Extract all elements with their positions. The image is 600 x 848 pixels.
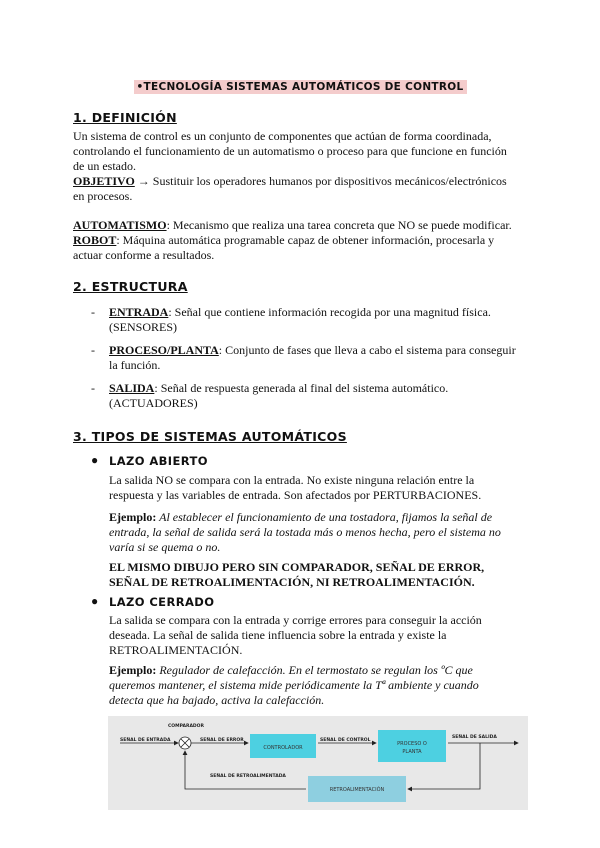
dash-bullet-1: -: [91, 305, 95, 319]
bullet-dot-1: ●: [91, 453, 99, 467]
senal-error-label: SEÑAL DE ERROR: [200, 738, 244, 743]
entrada-label: ENTRADA: [109, 305, 169, 319]
entrada-line-2: (SENSORES): [109, 320, 178, 334]
cerrado-example-text: Regulador de calefacción. En el termostato se regulan los ºC que: [156, 663, 473, 677]
entrada-line: [109, 305, 528, 320]
cerrado-line-1: La salida se compara con la entrada y corrige errores para conseguir la acción: [109, 613, 482, 627]
retroalimentacion-box: [308, 776, 406, 802]
controlador-label: CONTROLADOR: [263, 745, 303, 751]
proceso-label: PROCESO/PLANTA: [109, 343, 219, 357]
abierto-example-line-2: entrada, la señal de salida será la tostada más o menos hecha, pero el sistema no: [109, 525, 501, 539]
cerrado-example-label: Ejemplo:: [109, 663, 157, 677]
abierto-example-label: Ejemplo:: [109, 510, 157, 524]
objetivo-label: OBJETIVO: [73, 174, 135, 188]
abierto-line-2: respuesta y las variables de entrada. Son afectados por PERTURBACIONES.: [109, 488, 482, 502]
robot-label: ROBOT: [73, 233, 117, 247]
cerrado-line-3: RETROALIMENTACIÓN.: [109, 643, 243, 657]
robot-line: [73, 233, 528, 248]
retroalimentacion-label: RETROALIMENTACIÓN: [329, 787, 385, 793]
abierto-line-1: La salida NO se compara con la entrada. No existe ninguna relación entre la: [109, 473, 475, 487]
proceso-line-2: la función.: [109, 358, 161, 372]
senal-retro-label: SEÑAL DE RETROALIMENTADA: [210, 774, 286, 779]
proceso-line: [109, 343, 528, 358]
definition-line-2: controlando el funcionamiento de un automatismo o proceso para que funcione en función: [73, 144, 507, 158]
abierto-caps-line-2: SEÑAL DE RETROALIMENTACIÓN, NI RETROALIMENTACIÓN.: [109, 575, 475, 589]
closed-loop-diagram: [108, 716, 528, 810]
controlador-box: [250, 734, 316, 758]
section-2-heading: 2. ESTRUCTURA: [73, 279, 188, 294]
definition-line-1: Un sistema de control es un conjunto de componentes que actúan de forma coordinada,: [73, 129, 492, 143]
senal-entrada-label: SEÑAL DE ENTRADA: [120, 738, 171, 743]
dash-bullet-2: -: [91, 343, 95, 357]
definition-line-3: de un estado.: [73, 159, 136, 173]
proceso-label-1: PROCESO O: [397, 741, 427, 747]
cerrado-example-line-2: queremos mantener, el sistema mide periódicamente la Tª ambiente y cuando: [109, 678, 479, 692]
lazo-cerrado-heading: LAZO CERRADO: [109, 595, 215, 609]
objetivo-line: [73, 174, 528, 189]
cerrado-line-2: deseada. La señal de salida tiene influencia sobre la entrada y existe la: [109, 628, 447, 642]
senal-control-label: SEÑAL DE CONTROL: [320, 738, 371, 743]
section-1-heading: 1. DEFINICIÓN: [73, 110, 177, 125]
objetivo-line-2: en procesos.: [73, 189, 133, 203]
proceso-box: [378, 730, 446, 762]
automatismo-line: [73, 218, 528, 233]
senal-salida-label: SEÑAL DE SALIDA: [452, 735, 497, 740]
automatismo-label: AUTOMATISMO: [73, 218, 167, 232]
proceso-label-2: PLANTA: [402, 749, 422, 755]
abierto-example-line-3: varía si se quema o no.: [109, 540, 221, 554]
abierto-example-line-1: [109, 510, 528, 525]
abierto-caps-line-1: EL MISMO DIBUJO PERO SIN COMPARADOR, SEÑAL DE ERROR,: [109, 560, 485, 574]
automatismo-text: : Mecanismo que realiza una tarea concreta que NO se puede modificar.: [166, 218, 512, 232]
objetivo-text: → Sustituir los operadores humanos por dispositivos mecánicos/electrónicos: [134, 174, 507, 188]
robot-text: : Máquina automática programable capaz de obtener información, procesarla y: [116, 233, 495, 247]
dash-bullet-3: -: [91, 381, 95, 395]
salida-label: SALIDA: [109, 381, 155, 395]
abierto-example-text: Al establecer el funcionamiento de una tostadora, fijamos la señal de: [156, 510, 493, 524]
salida-text: : Señal de respuesta generada al final del sistema automático.: [154, 381, 449, 395]
cerrado-example-line-1: [109, 663, 528, 678]
cerrado-example-line-3: detecta que ha bajado, activa la calefacción.: [109, 693, 325, 707]
salida-line-2: (ACTUADORES): [109, 396, 198, 410]
diagram-svg: [108, 716, 528, 810]
document-title: •TECNOLOGÍA SISTEMAS AUTOMÁTICOS DE CONTROL: [134, 80, 467, 94]
lazo-abierto-heading: LAZO ABIERTO: [109, 454, 208, 468]
robot-line-2: actuar conforme a resultados.: [73, 248, 215, 262]
document-title-wrap: [0, 77, 600, 95]
comparador-label: COMPARADOR: [168, 724, 204, 729]
salida-line: [109, 381, 528, 396]
bullet-dot-2: ●: [91, 594, 99, 608]
section-3-heading: 3. TIPOS DE SISTEMAS AUTOMÁTICOS: [73, 429, 347, 444]
comparator-circle: [179, 737, 191, 749]
entrada-text: : Señal que contiene información recogida por una magnitud física.: [168, 305, 491, 319]
proceso-text: : Conjunto de fases que lleva a cabo el sistema para conseguir: [218, 343, 516, 357]
